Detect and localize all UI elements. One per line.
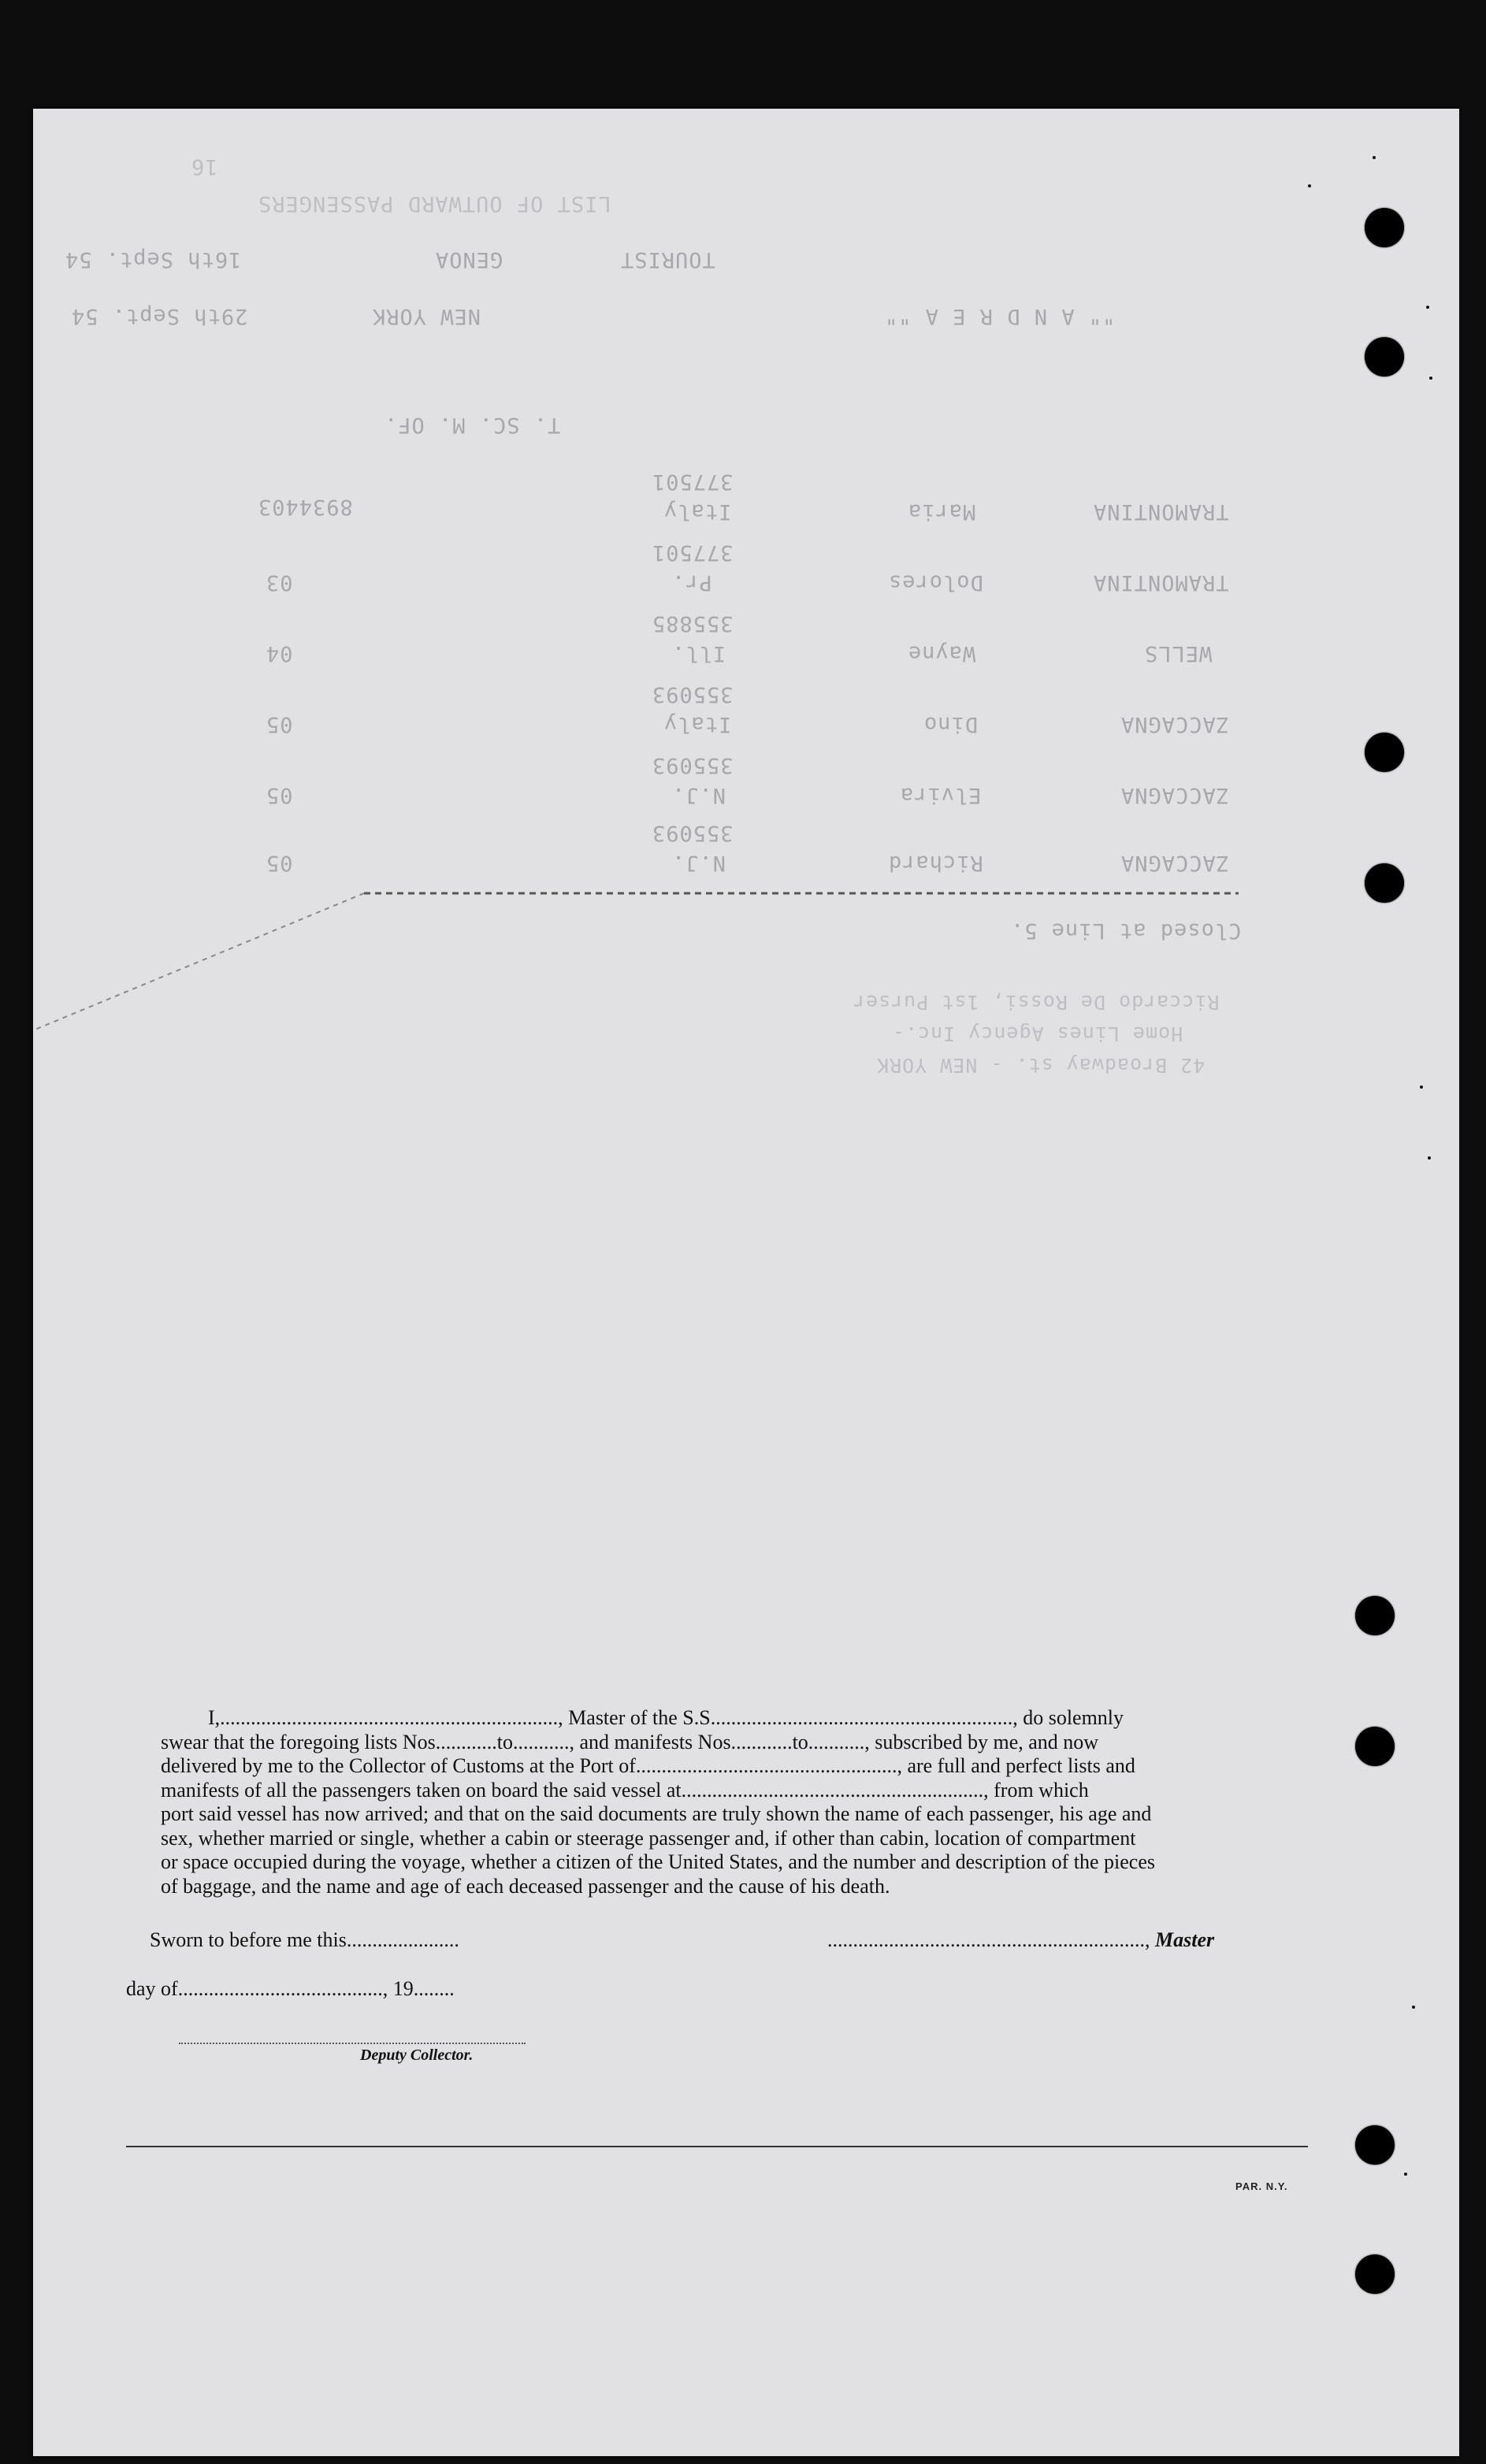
bleed-row-6-num: 05 bbox=[266, 851, 293, 875]
speck bbox=[1420, 1085, 1423, 1089]
bleed-row-5-given: Elvira bbox=[900, 783, 982, 807]
oath-line: manifests of all the passengers taken on board the said vessel at..........................................................., from which bbox=[161, 1778, 1089, 1802]
speck bbox=[1429, 377, 1432, 380]
bleed-page-number: 16 bbox=[191, 154, 218, 179]
master-dots: .............................................................., bbox=[827, 1928, 1150, 1951]
punch-hole bbox=[1365, 208, 1404, 247]
footer-rule bbox=[126, 2146, 1308, 2147]
day-line: day of........................................, 19........ bbox=[126, 1977, 455, 2000]
bleed-row-4-given: Dino bbox=[923, 712, 979, 737]
bleed-row-1-given: Maria bbox=[908, 499, 976, 524]
bleed-row-3: WELLS bbox=[1144, 641, 1213, 666]
oath-paragraph bbox=[161, 1706, 1341, 1898]
bleed-row-6-given: Richard bbox=[888, 851, 983, 875]
deputy-collector-label: Deputy Collector. bbox=[360, 2047, 474, 2064]
bleed-row-3-ref: 355885 bbox=[652, 611, 734, 636]
bleed-departure-class: TOURIST bbox=[620, 247, 715, 272]
oath-line: port said vessel has now arrived; and that on the said documents are truly shown the name of each passenger, his age and bbox=[161, 1802, 1152, 1825]
bleed-row-1-ref: 377501 bbox=[652, 469, 734, 494]
bleed-row-3-nat: Ill. bbox=[671, 641, 726, 666]
bleed-row-2-num: 03 bbox=[266, 570, 293, 595]
bleed-row-6-nat: N.J. bbox=[671, 851, 726, 875]
oath-line: delivered by me to the Collector of Customs at the Port of..................................................., are full and perfect lists and bbox=[161, 1754, 1135, 1777]
bleed-row-5: ZACCAGNA bbox=[1120, 783, 1230, 807]
oath-line: swear that the foregoing lists Nos............to..........., and manifests Nos............to..........., subscribed by me, and now bbox=[161, 1730, 1099, 1753]
bleed-row-6: ZACCAGNA bbox=[1120, 851, 1230, 875]
speck bbox=[1308, 184, 1311, 187]
bleed-arrival-port: NEW YORK bbox=[372, 304, 481, 328]
footer-code: PAR. N.Y. bbox=[1235, 2180, 1288, 2192]
bleed-row-2: TRAMONTINA bbox=[1093, 570, 1229, 595]
bleed-row-2-nat: Pr. bbox=[671, 570, 712, 595]
master-signature-line bbox=[827, 1928, 1214, 1952]
bleed-row-3-given: Wayne bbox=[908, 641, 976, 666]
bleed-note: T. SC. M. OF. bbox=[384, 413, 561, 437]
bleed-row-4-ref: 355093 bbox=[652, 682, 734, 707]
bleed-departure-date: 16th Sept. 54 bbox=[65, 247, 242, 272]
bleed-closed-note: Closed at Line 5. bbox=[1010, 918, 1242, 943]
sworn-line: Sworn to before me this...................... bbox=[150, 1928, 459, 1951]
bleed-row-5-num: 05 bbox=[266, 783, 293, 807]
speck bbox=[1373, 156, 1376, 159]
bleed-purser-1: Riccardo De Rossi, 1st Purser bbox=[853, 991, 1220, 1014]
speck bbox=[1412, 2006, 1415, 2009]
oath-line: or space occupied during the voyage, whether a citizen of the United States, and the number and description of the pieces bbox=[161, 1850, 1156, 1873]
speck bbox=[1404, 2173, 1407, 2176]
punch-hole bbox=[1355, 2254, 1395, 2294]
bleed-departure-port: GENOA bbox=[435, 247, 503, 272]
punch-hole bbox=[1355, 1727, 1395, 1766]
bleed-row-4-nat: Italy bbox=[663, 712, 732, 737]
oath-line: of baggage, and the name and age of each deceased passenger and the cause of his death. bbox=[161, 1874, 890, 1898]
speck bbox=[1426, 306, 1429, 309]
punch-hole bbox=[1355, 1596, 1395, 1635]
bleed-row-1: TRAMONTINA bbox=[1093, 499, 1229, 524]
punch-hole bbox=[1365, 863, 1404, 903]
bleed-row-1-nat: Italy bbox=[663, 499, 732, 524]
bleed-arrival-date: 29th Sept. 54 bbox=[71, 304, 248, 328]
punch-hole bbox=[1365, 337, 1404, 377]
manifest-page bbox=[33, 109, 1459, 2456]
bleed-purser-3: 42 Broadway st. - NEW YORK bbox=[876, 1054, 1206, 1077]
punch-hole bbox=[1365, 733, 1404, 772]
bleed-header: LIST OF OUTWARD PASSENGERS bbox=[258, 191, 611, 216]
bleed-purser-2: Home Lines Agency Inc.- bbox=[892, 1022, 1183, 1045]
speck bbox=[1428, 1156, 1431, 1160]
deputy-signature-line bbox=[179, 2043, 526, 2044]
oath-line: I,.................................................................., Master of the S.S..........................................................., do solemnly bbox=[208, 1706, 1124, 1729]
bleed-row-6-ref: 355093 bbox=[652, 821, 734, 845]
bleed-row-5-ref: 355093 bbox=[652, 753, 734, 777]
bleed-row-3-num: 04 bbox=[266, 641, 293, 666]
bleed-row-1-num: 8934403 bbox=[258, 495, 353, 519]
bleed-row-5-nat: N.J. bbox=[671, 783, 726, 807]
oath-line: sex, whether married or single, whether a cabin or steerage passenger and, if other than cabin, location of compartment bbox=[161, 1826, 1136, 1850]
bleed-row-2-given: Dolores bbox=[888, 570, 983, 595]
bleed-row-4-num: 05 bbox=[266, 712, 293, 737]
punch-hole bbox=[1355, 2125, 1395, 2165]
master-label: Master bbox=[1155, 1928, 1215, 1951]
bleed-row-4: ZACCAGNA bbox=[1120, 712, 1230, 737]
bleed-row-2-ref: 377501 bbox=[652, 540, 734, 565]
bleed-ship-name: "" A N D R E A "" bbox=[884, 304, 1116, 328]
